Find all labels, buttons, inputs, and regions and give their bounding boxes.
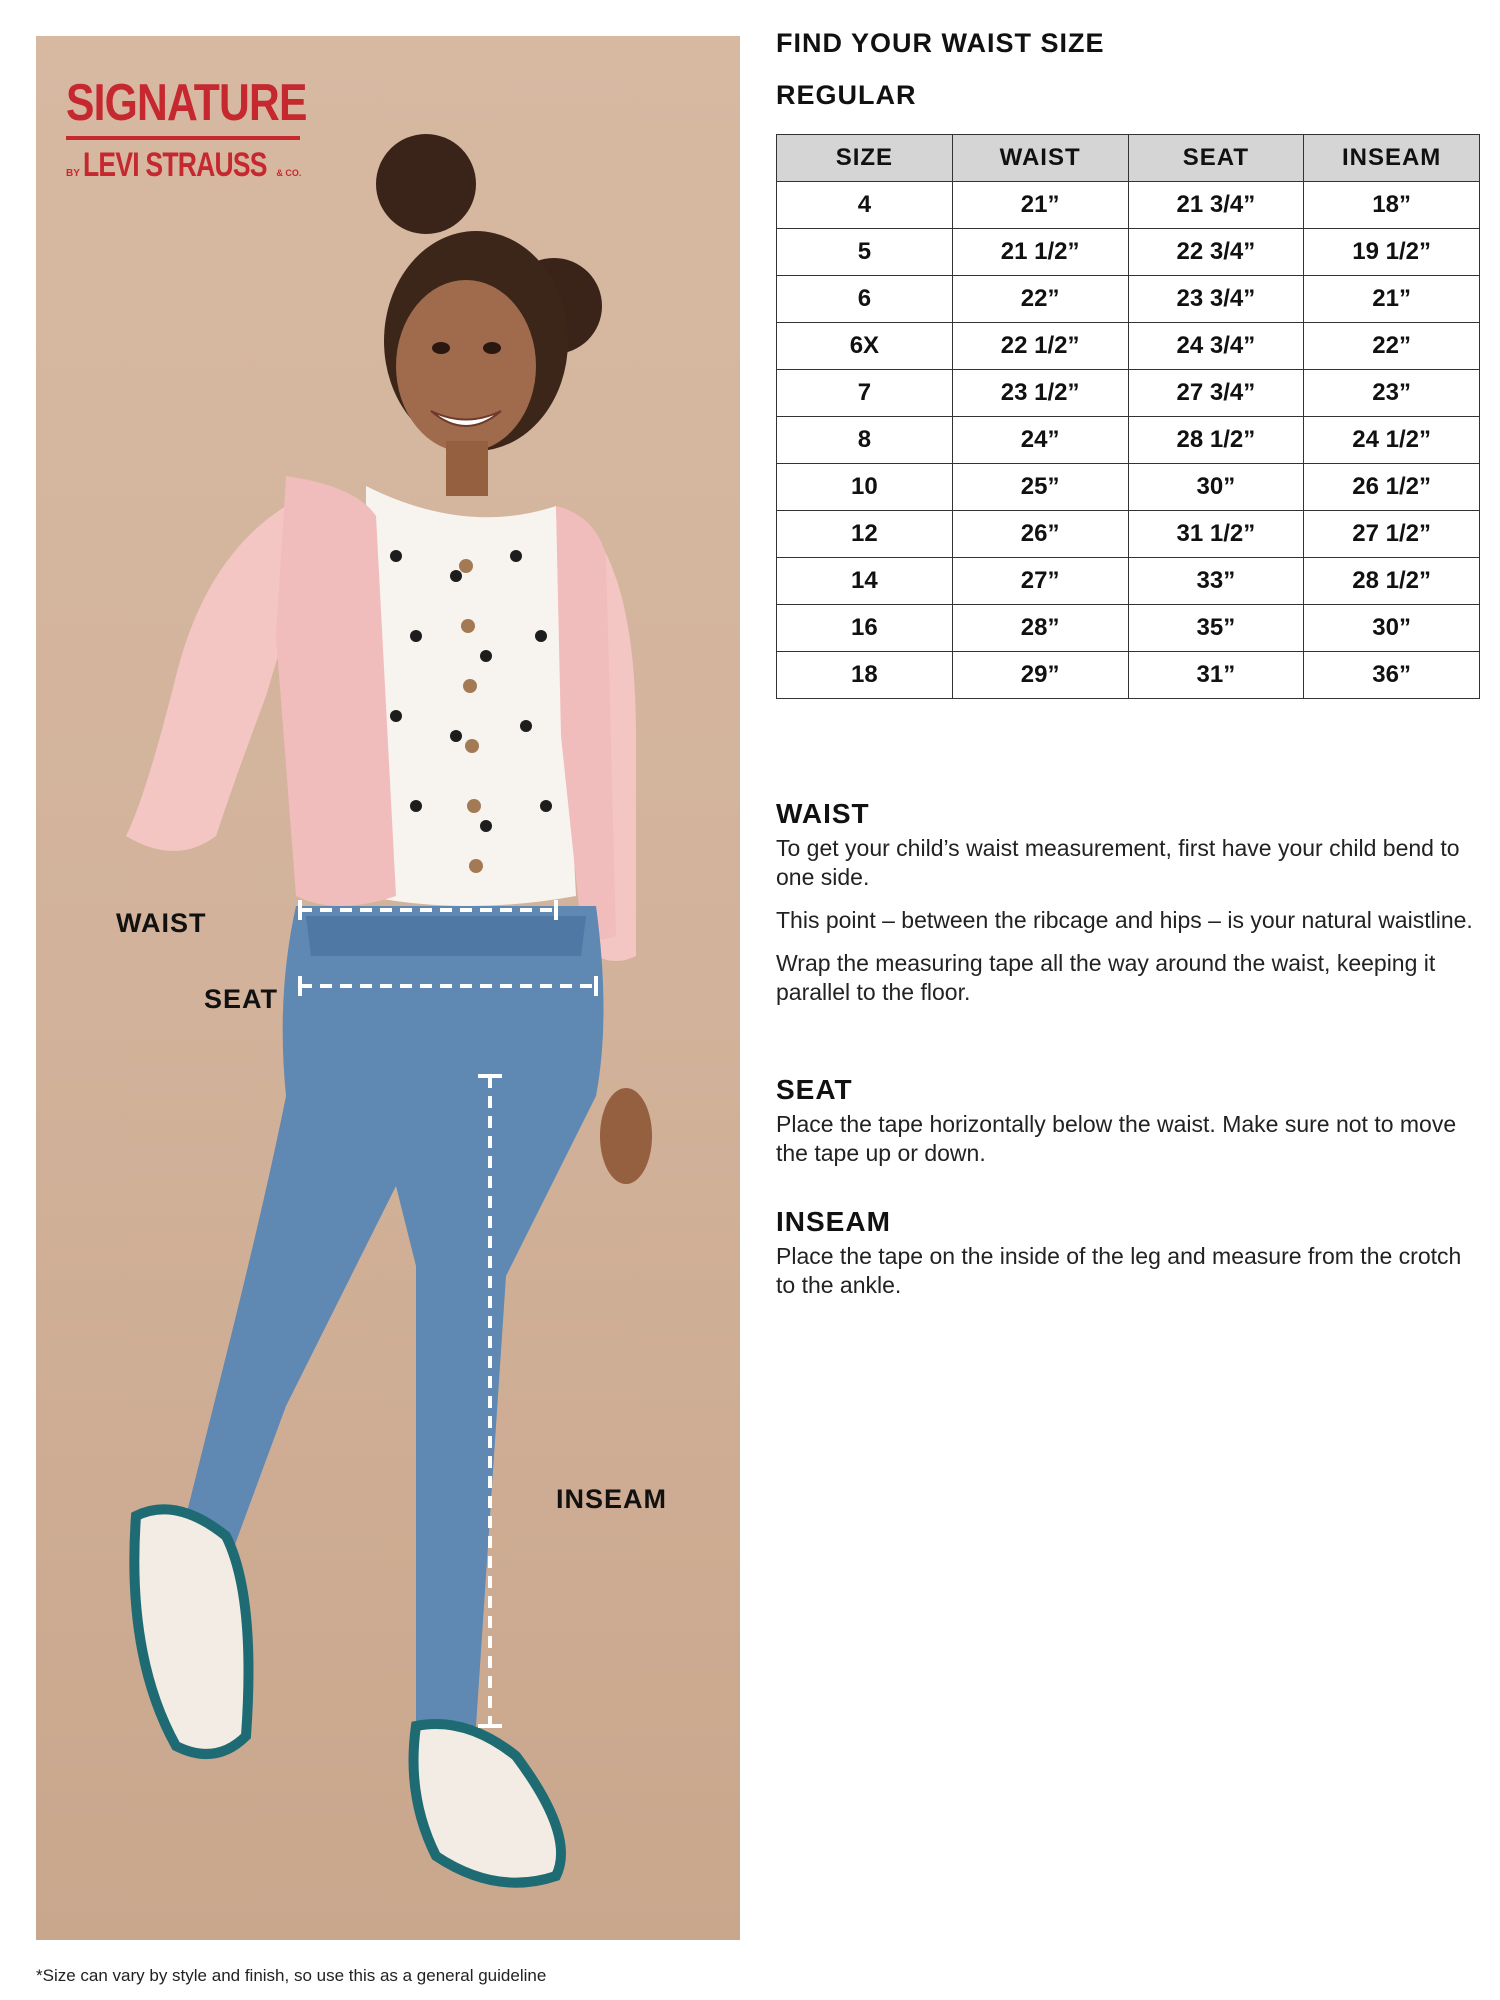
cell-seat: 27 3/4” <box>1128 370 1304 417</box>
cell-inseam: 30” <box>1304 605 1480 652</box>
hoodie-left-sleeve <box>126 506 296 851</box>
waist-section <box>776 798 1480 1021</box>
logo-by-text: BY <box>66 168 80 179</box>
cell-inseam: 21” <box>1304 276 1480 323</box>
cell-inseam: 36” <box>1304 652 1480 699</box>
cell-seat: 33” <box>1128 558 1304 605</box>
header-waist: WAIST <box>952 135 1128 182</box>
waist-section-title: WAIST <box>776 798 870 829</box>
cell-seat: 23 3/4” <box>1128 276 1304 323</box>
cell-waist: 28” <box>952 605 1128 652</box>
cell-waist: 24” <box>952 417 1128 464</box>
logo-signature-text: SIGNATURE <box>66 74 307 132</box>
cell-seat: 24 3/4” <box>1128 323 1304 370</box>
table-row <box>777 182 1480 229</box>
table-row <box>777 652 1480 699</box>
seat-section <box>776 1074 1480 1182</box>
model-photo-panel <box>36 36 740 1940</box>
table-header-row <box>777 135 1480 182</box>
cell-inseam: 27 1/2” <box>1304 511 1480 558</box>
cell-seat: 30” <box>1128 464 1304 511</box>
table-row <box>777 323 1480 370</box>
waist-paragraph: Wrap the measuring tape all the way around the waist, keeping it parallel to the floor. <box>776 950 1436 1005</box>
table-row <box>777 370 1480 417</box>
cell-waist: 21” <box>952 182 1128 229</box>
seat-figure-label: SEAT <box>204 984 279 1014</box>
size-chart-table <box>776 134 1480 699</box>
cell-waist: 29” <box>952 652 1128 699</box>
inseam-section <box>776 1206 1480 1314</box>
cell-inseam: 24 1/2” <box>1304 417 1480 464</box>
cell-seat: 28 1/2” <box>1128 417 1304 464</box>
table-row <box>777 464 1480 511</box>
table-row <box>777 605 1480 652</box>
logo-brand-text: LEVI STRAUSS <box>82 146 267 184</box>
cell-size: 12 <box>777 511 953 558</box>
cell-inseam: 22” <box>1304 323 1480 370</box>
seat-paragraph: Place the tape horizontally below the waist. Make sure not to move the tape up or down. <box>776 1111 1457 1166</box>
cell-seat: 21 3/4” <box>1128 182 1304 229</box>
table-row <box>777 558 1480 605</box>
header-inseam: INSEAM <box>1304 135 1480 182</box>
inseam-section-title: INSEAM <box>776 1206 891 1237</box>
cell-seat: 31 1/2” <box>1128 511 1304 558</box>
header-seat: SEAT <box>1128 135 1304 182</box>
size-footnote: *Size can vary by style and finish, so use this as a general guideline <box>36 1966 547 1985</box>
cell-seat: 22 3/4” <box>1128 229 1304 276</box>
cell-size: 16 <box>777 605 953 652</box>
right-hand <box>600 1088 652 1184</box>
inseam-paragraph: Place the tape on the inside of the leg and measure from the crotch to the ankle. <box>776 1243 1462 1298</box>
cell-seat: 35” <box>1128 605 1304 652</box>
waist-figure-label: WAIST <box>116 908 207 938</box>
cell-waist: 26” <box>952 511 1128 558</box>
waist-paragraph: This point – between the ribcage and hips – is your natural waistline. <box>776 907 1473 933</box>
inseam-figure-label: INSEAM <box>556 1484 668 1514</box>
table-row <box>777 229 1480 276</box>
table-row <box>777 511 1480 558</box>
cell-waist: 22” <box>952 276 1128 323</box>
table-row <box>777 276 1480 323</box>
right-sneaker <box>414 1724 562 1883</box>
cell-seat: 31” <box>1128 652 1304 699</box>
logo-co-text: & CO. <box>276 168 302 178</box>
cell-size: 7 <box>777 370 953 417</box>
cell-inseam: 26 1/2” <box>1304 464 1480 511</box>
cell-size: 8 <box>777 417 953 464</box>
heart-print-shirt <box>366 486 576 906</box>
cell-size: 6X <box>777 323 953 370</box>
cell-size: 10 <box>777 464 953 511</box>
cell-inseam: 28 1/2” <box>1304 558 1480 605</box>
cell-size: 14 <box>777 558 953 605</box>
cell-inseam: 19 1/2” <box>1304 229 1480 276</box>
page-title: FIND YOUR WAIST SIZE <box>776 28 1105 58</box>
cell-inseam: 23” <box>1304 370 1480 417</box>
header-size: SIZE <box>777 135 953 182</box>
cell-size: 5 <box>777 229 953 276</box>
hair-bun-top <box>376 134 476 234</box>
cell-size: 4 <box>777 182 953 229</box>
left-sneaker <box>134 1509 248 1754</box>
waist-paragraph: To get your child’s waist measurement, first have your child bend to one side. <box>776 835 1460 890</box>
fit-subtitle: REGULAR <box>776 80 917 110</box>
cell-waist: 25” <box>952 464 1128 511</box>
cell-waist: 23 1/2” <box>952 370 1128 417</box>
cell-waist: 27” <box>952 558 1128 605</box>
child-model-illustration <box>36 36 740 1940</box>
table-body <box>777 182 1480 699</box>
cell-waist: 21 1/2” <box>952 229 1128 276</box>
seat-section-title: SEAT <box>776 1074 853 1105</box>
cell-waist: 22 1/2” <box>952 323 1128 370</box>
table-row <box>777 417 1480 464</box>
cell-inseam: 18” <box>1304 182 1480 229</box>
size-guide-column <box>776 28 1480 1298</box>
cell-size: 18 <box>777 652 953 699</box>
cell-size: 6 <box>777 276 953 323</box>
